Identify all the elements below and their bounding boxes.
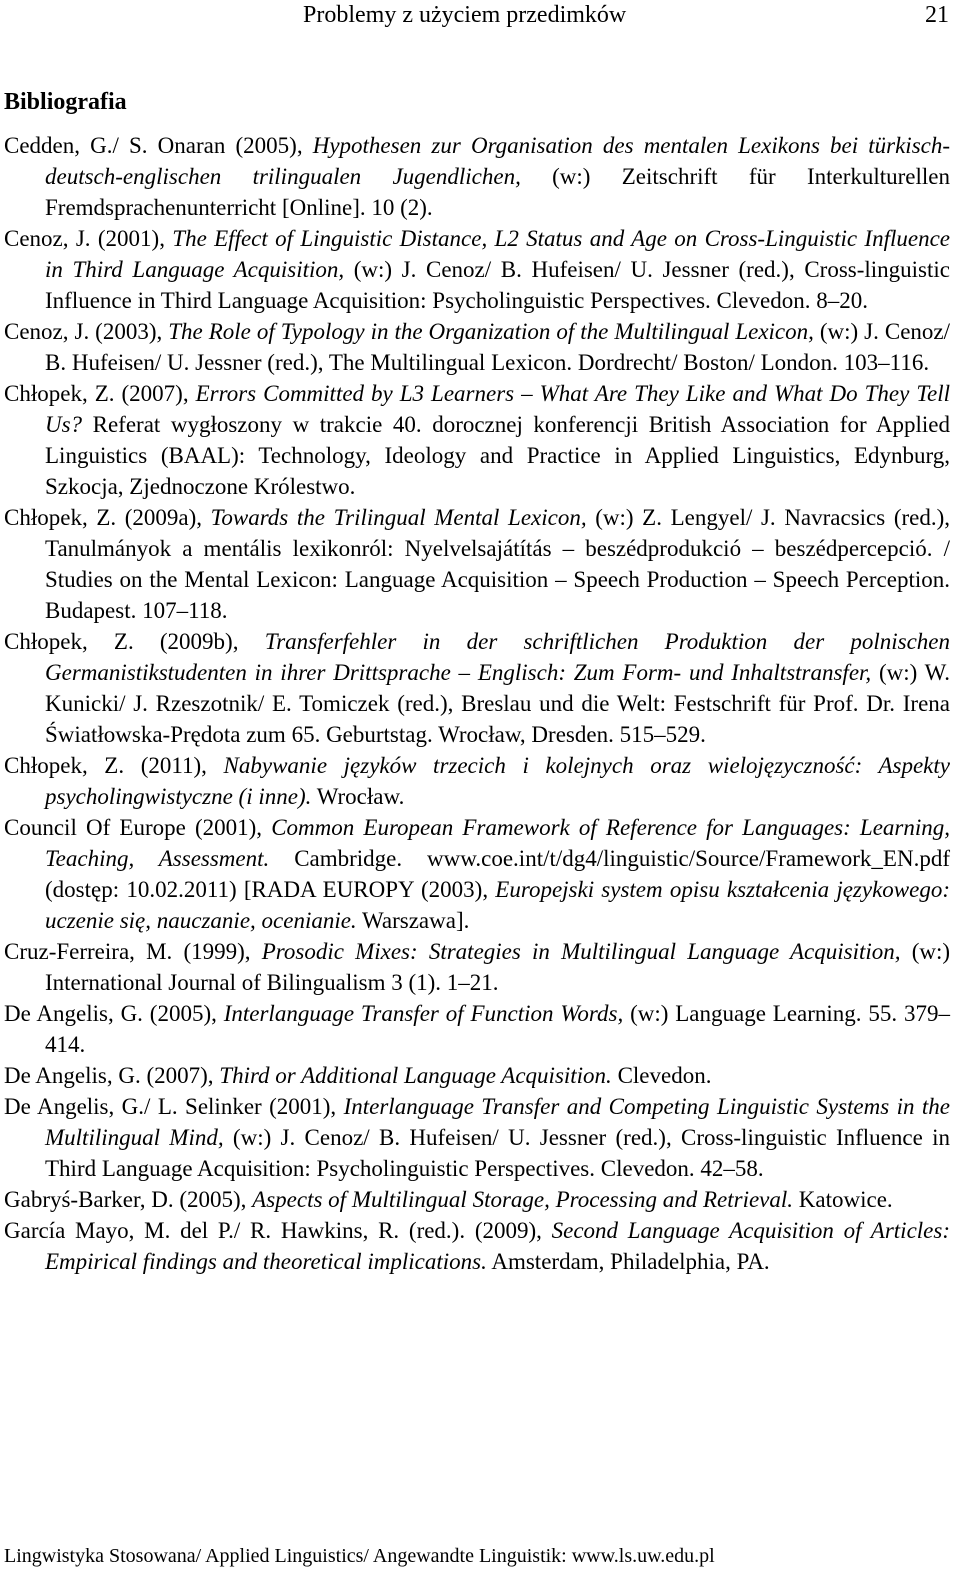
section-heading: Bibliografia <box>4 89 127 115</box>
entry-details: (w:) Language Learning. 55. 379–414. <box>45 1001 950 1057</box>
entry-author: Chłopek, Z. (2011), <box>4 753 207 778</box>
entry-author: Gabryś-Barker, D. (2005), <box>4 1187 247 1212</box>
entry-details: Referat wygłoszony w trakcie 40. dorocznej konferencji British Association for Applied Linguistics (BAAL): Technology, Ideology and Practice in Applied Linguistics, Edynburg, Szkocja, Zjednoczone Królestwo. <box>45 412 950 499</box>
entry-details: Cambridge. www.coe.int/t/dg4/linguistic/Source/Framework_EN.pdf (dostęp: 10.02.2011) [RADA EUROPY (2003), <box>45 846 950 902</box>
entry-title: Common European Framework of Reference for Languages: Learning, Teaching, Assessment. <box>45 815 951 871</box>
bibliography-entry <box>4 998 950 1060</box>
entry-title: The Effect of Linguistic Distance, L2 Status and Age on Cross-Linguistic Influence in Third Language Acquisition, <box>45 226 950 282</box>
bibliography-entry <box>4 812 950 936</box>
entry-title: Interlanguage Transfer of Function Words, <box>223 1001 624 1026</box>
bibliography-entry <box>4 1215 950 1277</box>
bibliography-list <box>4 130 950 1277</box>
entry-author: García Mayo, M. del P./ R. Hawkins, R. (red.). (2009), <box>4 1218 542 1243</box>
entry-details: (w:) Z. Lengyel/ J. Navracsics (red.), Tanulmányok a mentális lexikonról: Nyelvelsajátítás – beszédprodukció – beszédpercepció. / Studies on the Mental Lexicon: Language Acquisition – Speech Production – Speech Perception. Budapest. 107–118. <box>45 505 951 623</box>
running-header <box>0 0 960 32</box>
entry-author: De Angelis, G. (2005), <box>4 1001 217 1026</box>
entry-title: Transferfehler in der schriftlichen Produktion der polnischen Germanistikstudenten in ihrer Drittsprache – Englisch: Zum Form- und Inhaltstransfer, <box>45 629 951 685</box>
running-title: Problemy z użyciem przedimków <box>303 2 627 28</box>
entry-author: Cedden, G./ S. Onaran (2005), <box>4 133 303 158</box>
entry-author: Cruz-Ferreira, M. (1999), <box>4 939 251 964</box>
bibliography-entry <box>4 502 950 626</box>
bibliography-entry <box>4 223 950 316</box>
entry-author: Cenoz, J. (2001), <box>4 226 165 251</box>
entry-secondary-title: Europejski system opisu kształcenia językowego: uczenie się, nauczanie, ocenianie. <box>45 877 950 933</box>
entry-author: Chłopek, Z. (2009a), <box>4 505 203 530</box>
entry-author: De Angelis, G. (2007), <box>4 1063 214 1088</box>
entry-details: (w:) Zeitschrift für Interkulturellen Fremdsprachenunterricht [Online]. 10 (2). <box>45 164 951 220</box>
entry-author: Cenoz, J. (2003), <box>4 319 163 344</box>
entry-author: De Angelis, G./ L. Selinker (2001), <box>4 1094 337 1119</box>
bibliography-entry <box>4 378 950 502</box>
bibliography-entry <box>4 316 950 378</box>
bibliography-entry <box>4 1184 950 1215</box>
entry-details: (w:) International Journal of Bilingualism 3 (1). 1–21. <box>45 939 951 995</box>
entry-details: (w:) J. Cenoz/ B. Hufeisen/ U. Jessner (red.), The Multilingual Lexicon. Dordrecht/ Boston/ London. 103–116. <box>45 319 950 375</box>
entry-secondary-details: Warszawa]. <box>362 908 470 933</box>
entry-title: Nabywanie języków trzecich i kolejnych oraz wielojęzyczność: Aspekty psycholingwistyczne (i inne). <box>45 753 950 809</box>
page-number: 21 <box>925 2 949 28</box>
entry-title: Errors Committed by L3 Learners – What Are They Like and What Do They Tell Us? <box>45 381 951 437</box>
bibliography-entry <box>4 130 950 223</box>
entry-title: Third or Additional Language Acquisition. <box>219 1063 612 1088</box>
entry-title: Interlanguage Transfer and Competing Linguistic Systems in the Multilingual Mind, <box>45 1094 951 1150</box>
entry-details: Amsterdam, Philadelphia, PA. <box>491 1249 770 1274</box>
entry-title: Prosodic Mixes: Strategies in Multilingual Language Acquisition, <box>261 939 901 964</box>
running-footer: Lingwistyka Stosowana/ Applied Linguistics/ Angewandte Linguistik: www.ls.uw.edu.pl <box>4 1545 715 1567</box>
entry-author: Chłopek, Z. (2007), <box>4 381 189 406</box>
bibliography-entry <box>4 626 950 750</box>
bibliography-entry <box>4 750 950 812</box>
bibliography-entry <box>4 936 950 998</box>
entry-title: Hypothesen zur Organisation des mentalen Lexikons bei türkisch-deutsch-englischen trilingualen Jugendlichen, <box>45 133 951 189</box>
entry-details: Katowice. <box>798 1187 893 1212</box>
entry-details: (w:) W. Kunicki/ J. Rzeszotnik/ E. Tomiczek (red.), Breslau und die Welt: Festschrift für Prof. Dr. Irena Światłowska-Prędota zum 65. Geburtstag. Wrocław, Dresden. 515–529. <box>45 660 950 747</box>
entry-title: Towards the Trilingual Mental Lexicon, <box>210 505 587 530</box>
entry-title: The Role of Typology in the Organization of the Multilingual Lexicon, <box>168 319 814 344</box>
entry-details: (w:) J. Cenoz/ B. Hufeisen/ U. Jessner (red.), Cross-linguistic Influence in Third Language Acquisition: Psycholinguistic Perspectives. Clevedon. 8–20. <box>45 257 950 313</box>
entry-title: Aspects of Multilingual Storage, Processing and Retrieval. <box>252 1187 794 1212</box>
bibliography-entry <box>4 1091 950 1184</box>
entry-details: (w:) J. Cenoz/ B. Hufeisen/ U. Jessner (red.), Cross-linguistic Influence in Third Language Acquisition: Psycholinguistic Perspectives. Clevedon. 42–58. <box>45 1125 950 1181</box>
entry-details: Clevedon. <box>617 1063 712 1088</box>
entry-title: Second Language Acquisition of Articles: Empirical findings and theoretical implications. <box>45 1218 950 1274</box>
bibliography-entry <box>4 1060 950 1091</box>
entry-details: Wrocław. <box>316 784 405 809</box>
entry-author: Chłopek, Z. (2009b), <box>4 629 239 654</box>
entry-author: Council Of Europe (2001), <box>4 815 263 840</box>
